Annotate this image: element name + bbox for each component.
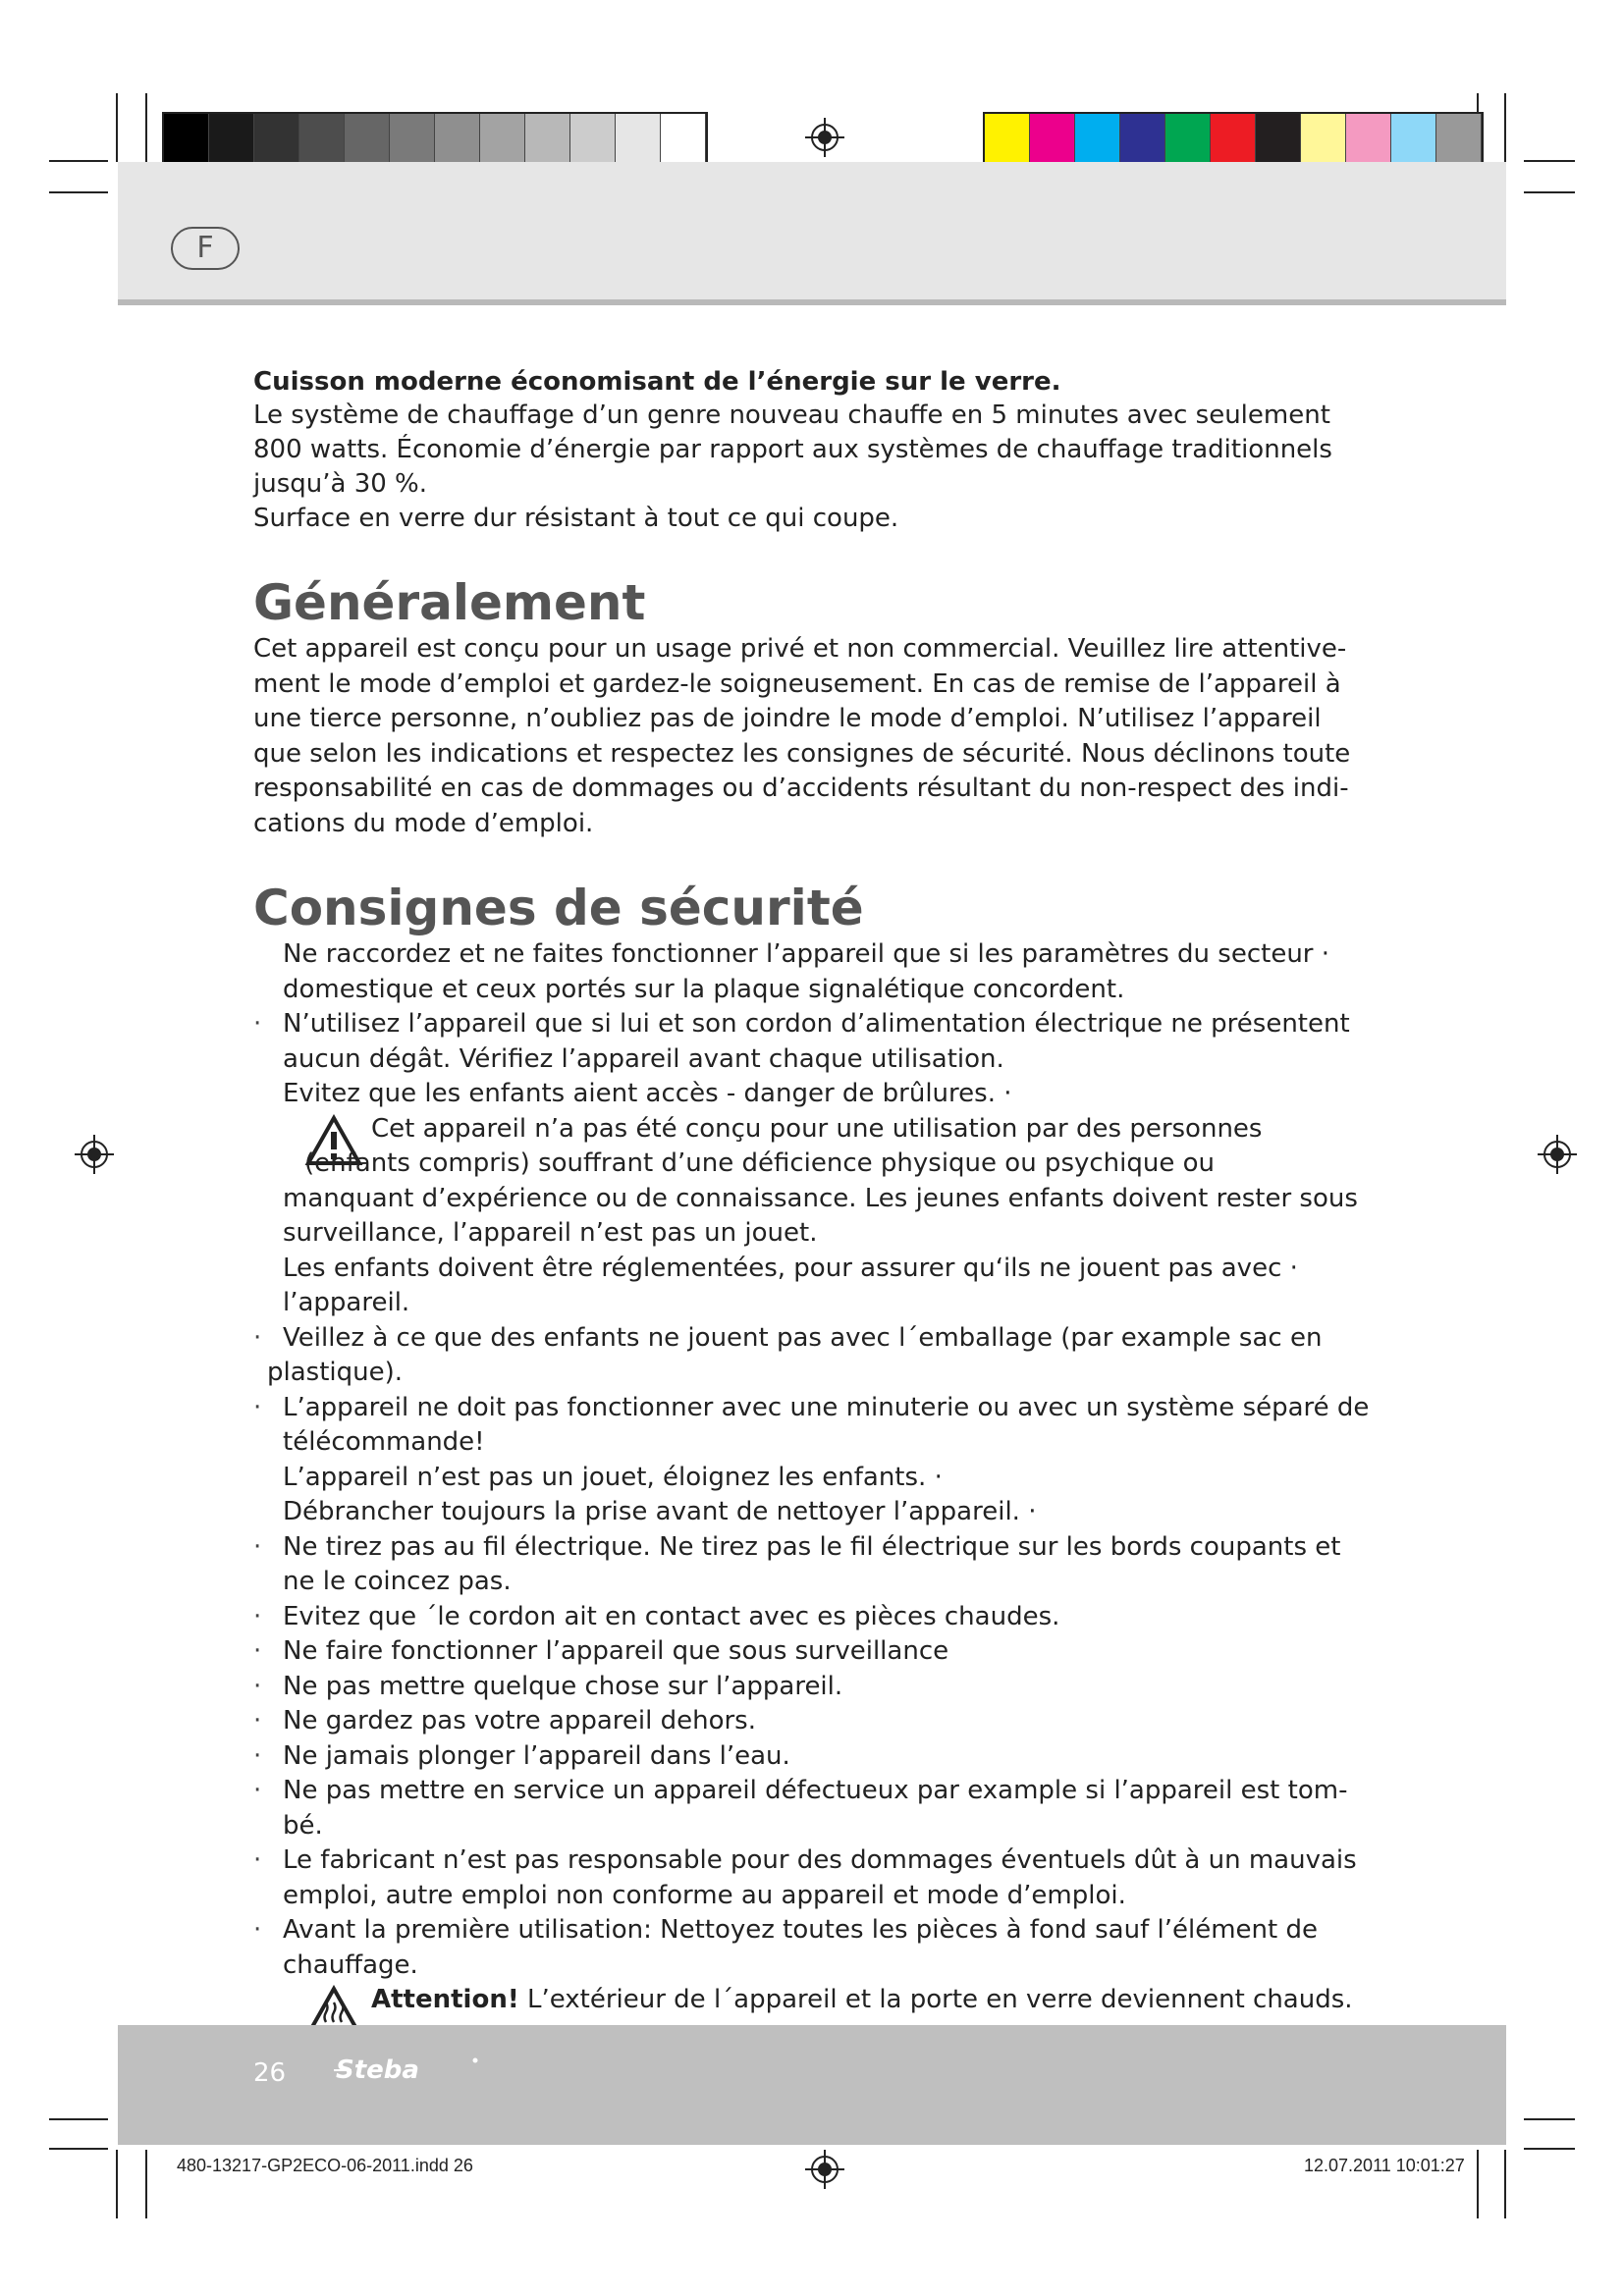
steba-logo xyxy=(332,2051,479,2090)
color-swatch xyxy=(1030,114,1075,163)
bullet: · xyxy=(253,1845,262,1875)
list-item: · Ne faire fonctionner l’appareil que sous surveillance xyxy=(253,1634,1412,1670)
color-swatch xyxy=(1256,114,1301,163)
color-swatch xyxy=(985,114,1030,163)
color-swatch xyxy=(1120,114,1165,163)
general-line: cations du mode d’emploi. xyxy=(253,808,594,838)
bullet: · xyxy=(253,1706,262,1735)
crop-mark xyxy=(1477,2150,1479,2218)
general-line: que selon les indications et respectez les consignes de sécurité. Nous déclinons toute xyxy=(253,738,1351,769)
color-swatch xyxy=(1075,114,1120,163)
crop-mark xyxy=(49,191,108,193)
bullet: · xyxy=(253,1601,262,1631)
gray-swatch xyxy=(209,114,254,163)
crop-mark xyxy=(145,93,147,162)
intro-line: jusqu’à 30 %. xyxy=(253,469,428,499)
intro-line: Le système de chauffage d’un genre nouveau chauffe en 5 minutes avec seulement xyxy=(253,400,1330,430)
crop-mark xyxy=(116,93,118,162)
list-item: chauffage. xyxy=(283,1949,418,1980)
registration-mark-icon xyxy=(805,118,844,157)
page-number: 26 xyxy=(253,2058,287,2088)
list-item: surveillance, l’appareil n’est pas un jouet. xyxy=(283,1218,818,1248)
footer-band xyxy=(118,2025,1506,2145)
color-swatch xyxy=(1346,114,1391,163)
general-heading: Généralement xyxy=(253,574,646,631)
intro-title: Cuisson moderne économisant de l’énergie sur le verre. xyxy=(253,367,1061,397)
list-item: emploi, autre emploi non conforme au appareil et mode d’emploi. xyxy=(283,1880,1126,1910)
list-item: domestique et ceux portés sur la plaque signalétique concordent. xyxy=(283,974,1125,1004)
attention-text: L’extérieur de l´appareil et la porte en verre deviennent chauds. xyxy=(518,1985,1353,2014)
list-item: L’appareil n’est pas un jouet, éloignez les enfants. · xyxy=(283,1462,943,1492)
crop-mark xyxy=(1504,2150,1506,2218)
intro-line: 800 watts. Économie d’énergie par rapport aux systèmes de chauffage traditionnels xyxy=(253,435,1332,464)
bullet: · xyxy=(253,1776,262,1805)
gray-swatch xyxy=(299,114,345,163)
color-swatch xyxy=(1301,114,1346,163)
list-item: manquant d’expérience ou de connaissance. Les jeunes enfants doivent rester sous xyxy=(283,1183,1358,1213)
list-item: · Avant la première utilisation: Nettoyez toutes les pièces à fond sauf l’élément de xyxy=(253,1913,1412,1949)
crop-mark xyxy=(1504,93,1506,162)
bullet: · xyxy=(253,1392,262,1422)
registration-mark-icon xyxy=(805,2150,844,2189)
bullet: · xyxy=(253,1740,262,1771)
bullet: · xyxy=(253,1322,262,1353)
list-item: l’appareil. xyxy=(283,1288,410,1317)
page-content xyxy=(253,365,1412,2018)
list-item: Ne raccordez et ne faites fonctionner l’appareil que si les paramètres du secteur · xyxy=(283,939,1330,969)
list-item: · Ne pas mettre quelque chose sur l’appareil. xyxy=(253,1670,1412,1705)
bullet: · xyxy=(253,1531,262,1562)
file-slug: 480-13217-GP2ECO-06-2011.indd 26 xyxy=(177,2156,473,2175)
bullet: · xyxy=(253,1915,262,1945)
gray-swatch xyxy=(345,114,390,163)
safety-heading: Consignes de sécurité xyxy=(253,880,864,936)
list-item: bé. xyxy=(283,1810,323,1841)
list-item: ne le coincez pas. xyxy=(283,1567,512,1596)
crop-mark xyxy=(49,2118,108,2120)
gray-swatch xyxy=(480,114,525,163)
bullet: · xyxy=(253,1671,262,1701)
list-item: · Veillez à ce que des enfants ne jouent pas avec l´emballage (par example sac en xyxy=(253,1321,1412,1357)
svg-text:Steba: Steba xyxy=(336,2056,419,2085)
gray-swatch xyxy=(616,114,661,163)
bullet: · xyxy=(253,1009,262,1039)
general-line: responsabilité en cas de dommages ou d’accidents résultant du non-respect des indi- xyxy=(253,774,1349,803)
general-line: ment le mode d’emploi et gardez-le soigneusement. En cas de remise de l’appareil à xyxy=(253,668,1341,699)
timestamp-slug: 12.07.2011 10:01:27 xyxy=(1304,2156,1465,2175)
list-item: · Ne gardez pas votre appareil dehors. xyxy=(253,1704,1412,1739)
list-item: · Ne tirez pas au fil électrique. Ne tirez pas le fil électrique sur les bords coupants et xyxy=(253,1530,1412,1566)
grayscale-calibration-bar xyxy=(162,112,708,165)
gray-swatch xyxy=(164,114,209,163)
list-item: · Ne jamais plonger l’appareil dans l’eau. xyxy=(253,1739,1412,1775)
general-line: Cet appareil est conçu pour un usage privé et non commercial. Veuillez lire attentive- xyxy=(253,634,1347,664)
header-band xyxy=(118,162,1506,305)
crop-mark xyxy=(49,2148,108,2150)
crop-mark xyxy=(145,2150,147,2218)
attention-label: Attention! xyxy=(371,1985,519,2014)
crop-mark xyxy=(1524,2118,1575,2120)
gray-swatch xyxy=(435,114,480,163)
gray-swatch xyxy=(525,114,570,163)
list-item: · Le fabricant n’est pas responsable pour des dommages éventuels dût à un mauvais xyxy=(253,1843,1412,1879)
gray-swatch xyxy=(570,114,616,163)
gray-swatch xyxy=(390,114,435,163)
list-item: plastique). xyxy=(267,1358,404,1387)
color-calibration-bar xyxy=(983,112,1484,165)
list-item: Les enfants doivent être réglementées, pour assurer qu‘ils ne jouent pas avec · xyxy=(283,1253,1298,1283)
list-item: Débrancher toujours la prise avant de nettoyer l’appareil. · xyxy=(283,1497,1037,1526)
attention-item xyxy=(253,1983,1412,2018)
color-swatch xyxy=(1436,114,1482,163)
gray-swatch xyxy=(661,114,706,163)
list-item: (enfants compris) souffrant d’une déficience physique ou psychique ou xyxy=(304,1148,1215,1178)
color-swatch xyxy=(1165,114,1211,163)
intro-line: Surface en verre dur résistant à tout ce qui coupe. xyxy=(253,504,899,533)
color-swatch xyxy=(1211,114,1256,163)
color-swatch xyxy=(1391,114,1436,163)
list-item: · N’utilisez l’appareil que si lui et son cordon d’alimentation électrique ne présentent xyxy=(253,1007,1412,1042)
crop-mark xyxy=(49,160,108,162)
crop-mark xyxy=(1524,2148,1575,2150)
list-item: Evitez que les enfants aient accès - danger de brûlures. · xyxy=(283,1079,1012,1108)
list-item: télécommande! xyxy=(283,1427,485,1457)
list-item: · Ne pas mettre en service un appareil défectueux par example si l’appareil est tom- xyxy=(253,1774,1412,1809)
general-line: une tierce personne, n’oubliez pas de joindre le mode d’emploi. N’utilisez l’appareil xyxy=(253,704,1322,733)
list-item: · Evitez que ´le cordon ait en contact avec es pièces chaudes. xyxy=(253,1600,1412,1635)
crop-mark xyxy=(1524,191,1575,193)
list-item: Cet appareil n’a pas été conçu pour une utilisation par des personnes xyxy=(253,1112,1412,1148)
list-item: aucun dégât. Vérifiez l’appareil avant chaque utilisation. xyxy=(283,1043,1004,1074)
safety-list xyxy=(253,937,1412,2018)
crop-mark xyxy=(1524,160,1575,162)
bullet: · xyxy=(253,1636,262,1666)
list-item: · L’appareil ne doit pas fonctionner avec une minuterie ou avec un système séparé de xyxy=(253,1391,1412,1426)
registration-mark-icon xyxy=(75,1135,114,1174)
crop-mark xyxy=(116,2150,118,2218)
gray-swatch xyxy=(254,114,299,163)
registration-mark-icon xyxy=(1538,1135,1577,1174)
language-badge: F xyxy=(171,227,240,270)
